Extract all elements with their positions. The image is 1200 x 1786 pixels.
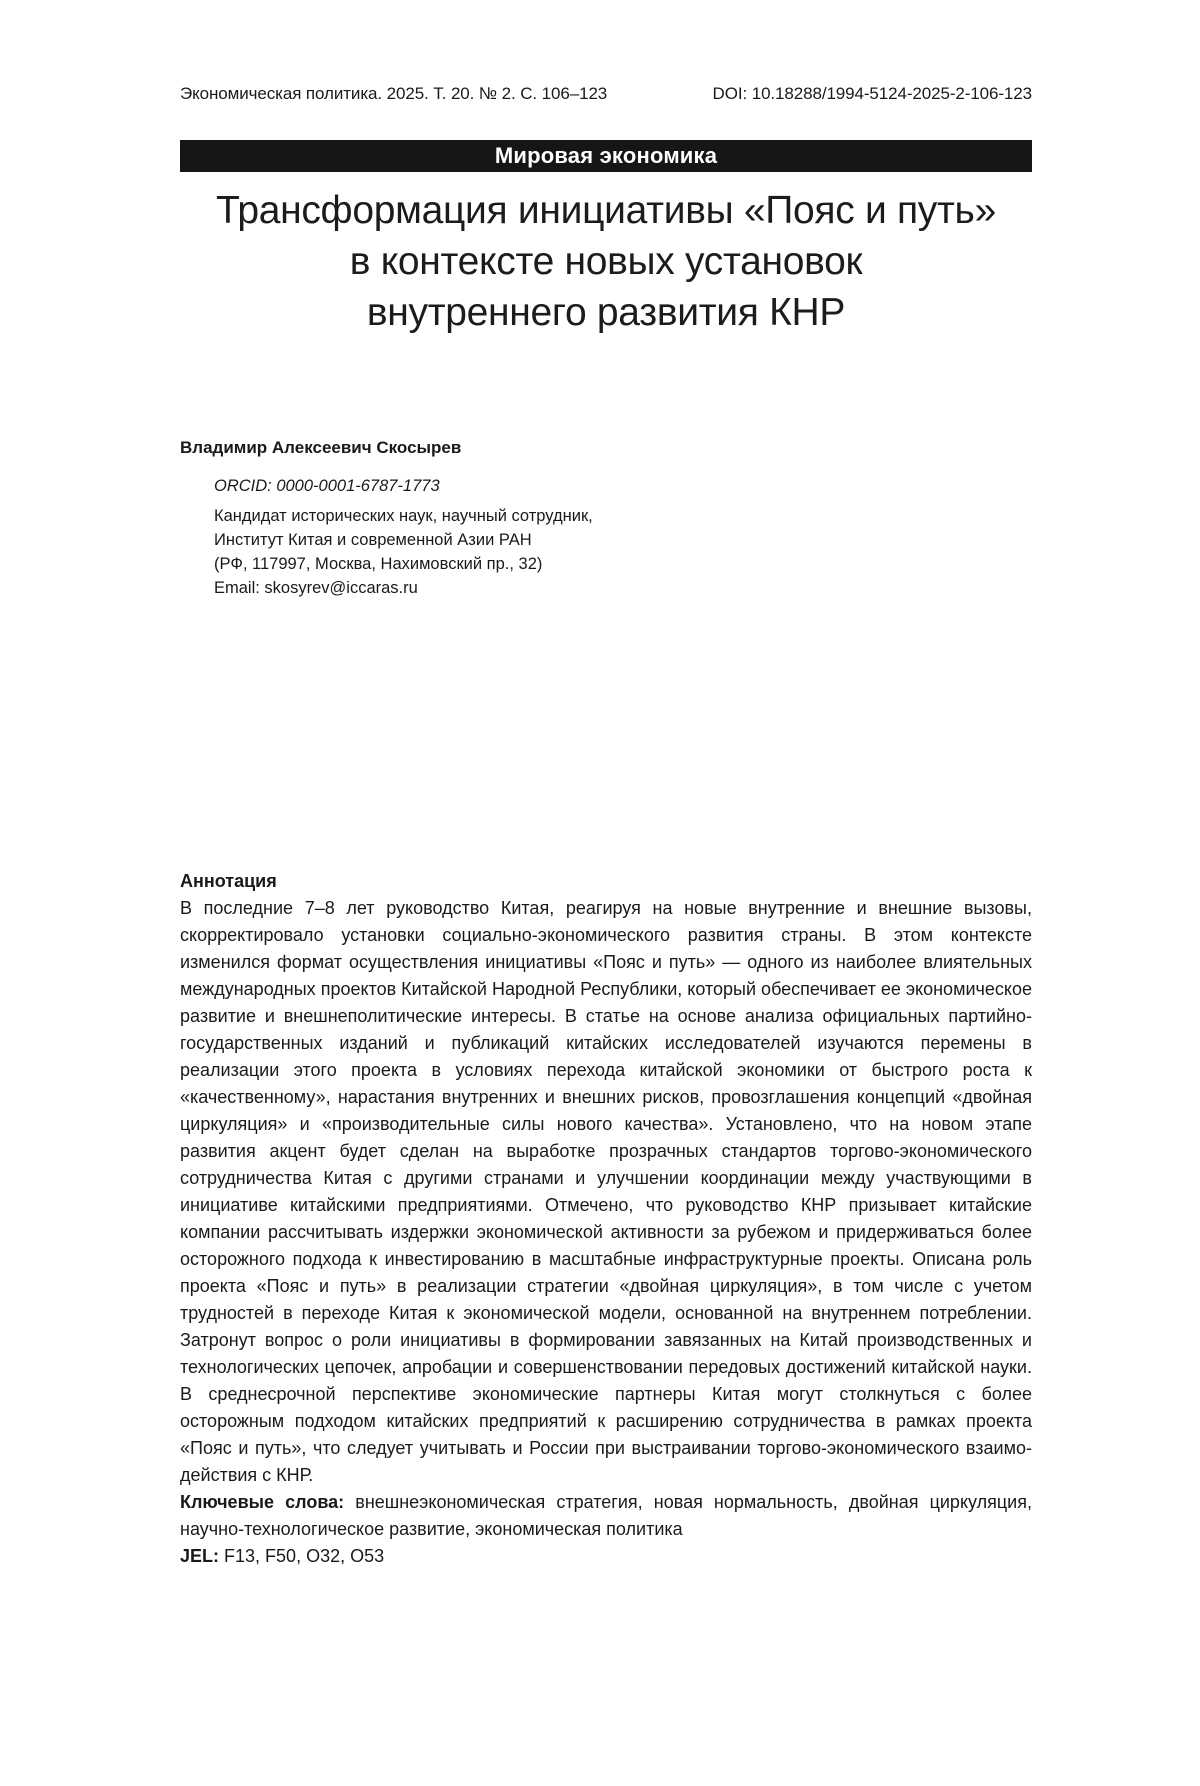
running-header [180,80,1032,108]
doi-link[interactable]: DOI: 10.18288/1994-5124-2025-2-106-123 [713,84,1032,104]
jel-codes [180,1543,1032,1570]
abstract-text: В последние 7–8 лет руководство Китая, реагируя на новые внутренние и внешние вызовы, скорректировало установки социально-экономического развития страны. В этом контексте изменился формат осуществления инициативы «Пояс и путь» — одного из наиболее влия­тельных международных проектов Китайской Народной Республики, который обеспечивает ее экономическое развитие и внешнеполитические интересы. В статье на основе анализа официальных партийно-государственных изданий и публикаций китайских исследователей изучаются перемены в реализации этого проекта в условиях перехода китайской экономики от быстрого роста к «качественному», нарастания внутренних и внешних рисков, провоз­глашения концепций «двойная циркуляция» и «производительные силы нового качества». Установлено, что на новом этапе развития акцент будет сделан на выработке прозрачных стандартов торгово-экономического сотрудничества Китая с другими странами и улучшении координации между участвующими в инициативе китайскими предприятиями. Отмечено, что руководство КНР призывает китайские компании рассчитывать издержки экономической активности за рубежом и придерживаться более осторожного подхода к инвестированию в масштабные инфраструктурные проекты. Описана роль проекта «Пояс и путь» в реализа­ции стратегии «двойная циркуляция», в том числе с учетом трудностей в переходе Китая к экономической модели, основанной на внутреннем потреблении. Затронут вопрос о роли инициативы в формировании завязанных на Китай производственных и технологических цепочек, апробации и совершенствовании передовых достижений китайской науки. В средне­срочной перспективе экономические партнеры Китая могут столкнуться с более осторожным подходом китайских предприятий к расширению сотрудничества в рамках проекта «Пояс и путь», что следует учитывать и России при выстраивании торгово-экономического взаимо­действия с КНР. [180,895,1032,1489]
author-address: (РФ, 117997, Москва, Нахимовский пр., 32) [214,552,974,576]
title-line: в контексте новых установок [140,236,1072,287]
author-position: Кандидат исторических наук, научный сотрудник, [214,504,974,528]
title-line: внутреннего развития КНР [140,287,1072,338]
author-institute: Институт Китая и современной Азии РАН [214,528,974,552]
orcid-link[interactable]: ORCID: 0000-0001-6787-1773 [214,474,974,498]
jel-label: JEL: [180,1546,219,1566]
keywords-label: Ключевые слова: [180,1492,344,1512]
keywords [180,1489,1032,1543]
abstract-heading: Аннотация [180,868,1032,895]
section-rubric: Мировая экономика [180,140,1032,172]
author-name: Владимир Алексеевич Скосырев [180,438,461,458]
title-line: Трансформация инициативы «Пояс и путь» [140,185,1072,236]
jel-text: F13, F50, O32, O53 [224,1546,384,1566]
author-email[interactable]: Email: skosyrev@iccaras.ru [214,576,974,600]
abstract-section [180,868,1032,1570]
keywords-text: внешнеэкономическая стратегия, новая нормальность, двойная циркуля­ция, научно-технологическое развитие, экономическая политика [180,1492,1032,1539]
author-affiliation [214,474,974,600]
journal-citation: Экономическая политика. 2025. Т. 20. № 2. С. 106–123 [180,84,607,104]
article-title [140,185,1072,338]
article-page [0,0,1200,1786]
